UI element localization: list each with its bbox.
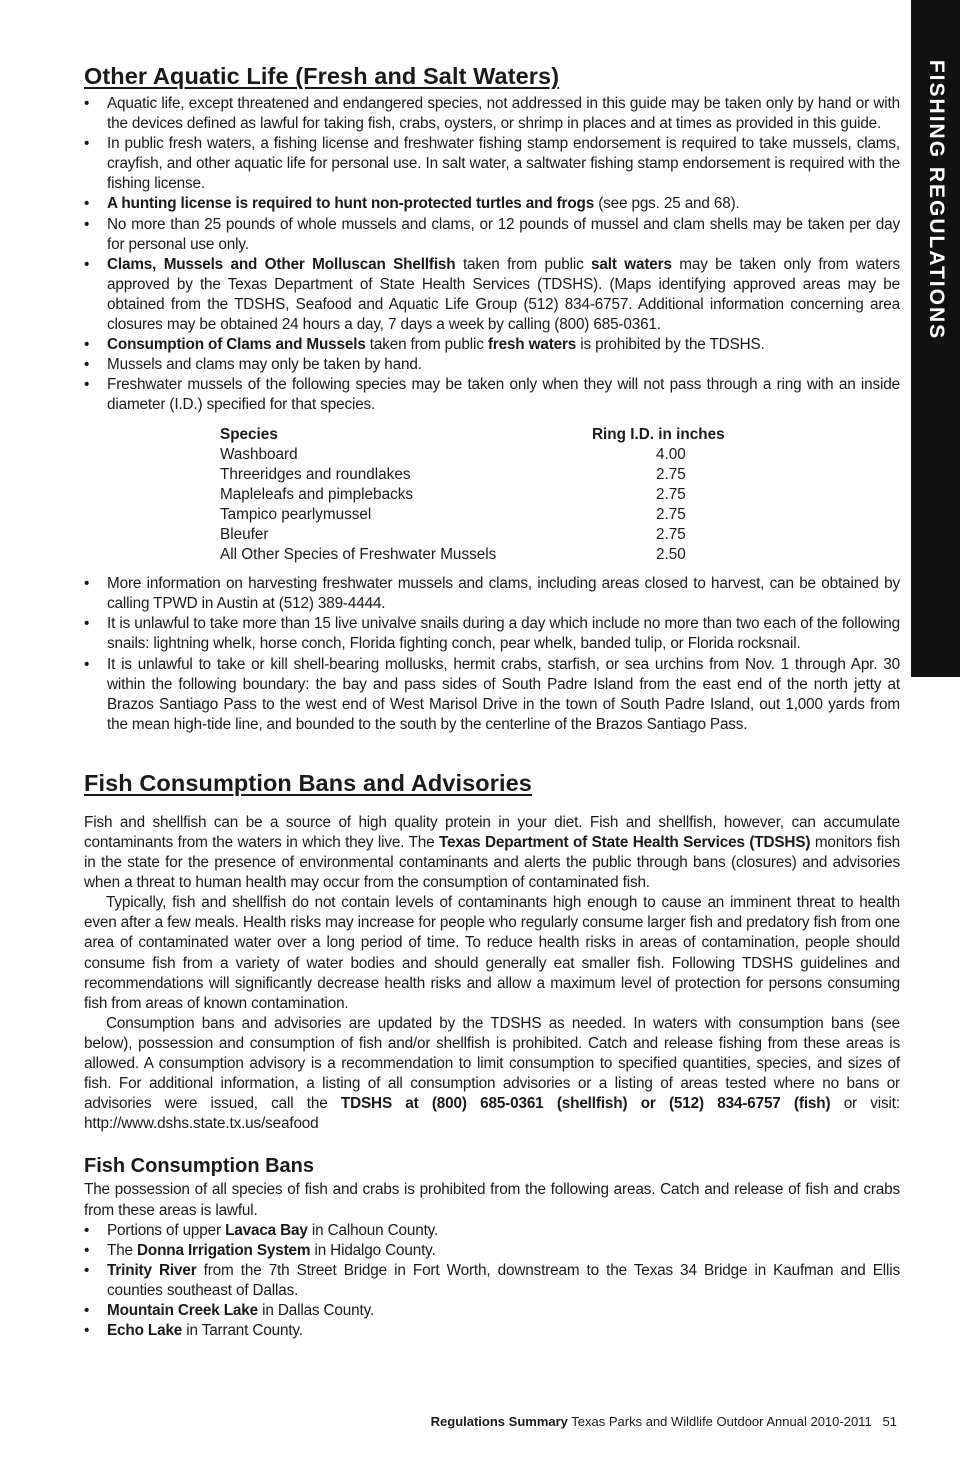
list-item: • Mountain Creek Lake in Dallas County. xyxy=(84,1301,900,1321)
table-row: All Other Species of Freshwater Mussels 2.50 xyxy=(220,546,686,564)
page-number: 51 xyxy=(882,1414,897,1429)
list-item: • Echo Lake in Tarrant County. xyxy=(84,1321,900,1341)
list-item: • A hunting license is required to hunt non-protected turtles and frogs (see pgs. 25 and 68). xyxy=(84,194,900,214)
footer-title: Regulations Summary xyxy=(430,1414,568,1429)
list-item: • It is unlawful to take or kill shell-bearing mollusks, hermit crabs, starfish, or sea urchins from Nov. 1 through Apr. 30 within the following boundary: the bay and pass sides of South Padre Island from the east end of the north jetty at Brazos Santiago Pass to the west end of West Marisol Drive in the town of South Padre Island, out 1,000 yards from the mean high-tide line, and bounded to the south by the centerline of the Brazos Santiago Pass. xyxy=(84,655,900,735)
ban-area-list xyxy=(84,1221,900,1342)
species-ring-table xyxy=(220,425,816,566)
table-row: Washboard 4.00 xyxy=(220,445,686,463)
list-item: • Clams, Mussels and Other Molluscan Shellfish taken from public salt waters may be taken only from waters approved by the Texas Department of State Health Services (TDSHS). (Maps identifying approved areas may be obtained from the TDSHS, Seafood and Aquatic Life Group (512) 834-6757. Additional information concerning area closures may be obtained 24 hours a day, 7 days a week by calling (800) 685-0361. xyxy=(84,255,900,335)
list-item: • In public fresh waters, a fishing license and freshwater fishing stamp endorsement is required to take mussels, clams, crayfish, and other aquatic life for personal use. In salt water, a saltwater fishing stamp endorsement is required with the fishing license. xyxy=(84,134,900,194)
list-item: • Consumption of Clams and Mussels taken from public fresh waters is prohibited by the TDSHS. xyxy=(84,335,900,355)
page-content xyxy=(84,58,900,1341)
list-item: • Mussels and clams may only be taken by hand. xyxy=(84,355,900,375)
section-title: Fish Consumption Bans and Advisories xyxy=(84,769,532,796)
list-item: • It is unlawful to take more than 15 live univalve snails during a day which include no more than two each of the following snails: lightning whelk, horse conch, Florida fighting conch, pear whelk, banded tulip, or Florida rocksnail. xyxy=(84,614,900,654)
list-item: • Freshwater mussels of the following species may be taken only when they will not pass through a ring with an inside diameter (I.D.) specified for that species. xyxy=(84,375,900,415)
section-fish-consumption-bans xyxy=(84,1152,900,1341)
section-fish-consumption-advisories xyxy=(84,765,900,1135)
list-item: • More information on harvesting freshwater mussels and clams, including areas closed to harvest, can be obtained by calling TPWD in Austin at (512) 389-4444. xyxy=(84,574,900,614)
list-item: • Trinity River from the 7th Street Bridge in Fort Worth, downstream to the Texas 34 Bridge in Kaufman and Ellis counties southeast of Dallas. xyxy=(84,1261,900,1301)
column-header: Species xyxy=(220,425,278,443)
bullet-list xyxy=(84,94,900,416)
column-header: Ring I.D. in inches xyxy=(592,425,725,443)
table-row: Tampico pearlymussel 2.75 xyxy=(220,505,686,523)
paragraph: Typically, fish and shellfish do not contain levels of contaminants high enough to cause an imminent threat to health even after a few meals. Health risks may increase for people who regularly consume larger fish and predatory fish from one area of contaminated water over a long period of time. To reduce health risks in areas of contamination, people should consume fish from a variety of water bodies and should generally eat smaller fish. Following TDSHS guidelines and recommendations will significantly decrease health risks and allow a maximum level of protection for persons consuming fish from areas of known contamination. xyxy=(84,894,900,1012)
section-other-aquatic-life xyxy=(84,58,900,735)
page-footer xyxy=(431,1414,897,1429)
list-item: • Aquatic life, except threatened and endangered species, not addressed in this guide may be taken only by hand or with the devices defined as lawful for taking fish, crabs, oysters, or shrimp in places and at times as provided in this guide. xyxy=(84,94,900,134)
table-row: Bleufer 2.75 xyxy=(220,525,686,543)
section-body xyxy=(84,813,900,1135)
list-item: • No more than 25 pounds of whole mussels and clams, or 12 pounds of mussel and clam shells may be taken per day for personal use only. xyxy=(84,215,900,255)
table-row: Threeridges and roundlakes 2.75 xyxy=(220,465,686,483)
side-tab-label: FISHING REGULATIONS xyxy=(925,59,948,341)
table-header-row xyxy=(220,425,816,445)
bullet-list xyxy=(84,574,900,735)
paragraph: The possession of all species of fish and crabs is prohibited from the following areas. Catch and release of fish and crabs from these areas is lawful. xyxy=(84,1181,900,1219)
table-row: Mapleleafs and pimplebacks 2.75 xyxy=(220,485,686,503)
paragraph: Consumption bans and advisories are updated by the TDSHS as needed. In waters with consumption bans (see below), possession and consumption of fish and/or shellfish is prohibited. Catch and release fishing from these areas is allowed. A consumption advisory is a recommendation to limit consumption to specified quantities, species, and sizes of fish. For additional information, a listing of all consumption advisories or a listing of areas tested where no bans or advisories were issued, call the TDSHS at (800) 685-0361 (shellfish) or (512) 834-6757 (fish) or visit: http://www.dshs.state.tx.us/seafood xyxy=(84,1014,900,1133)
subsection-title: Fish Consumption Bans xyxy=(84,1155,314,1178)
list-item: • Portions of upper Lavaca Bay in Calhoun County. xyxy=(84,1221,900,1241)
footer-publication: Texas Parks and Wildlife Outdoor Annual 2010-2011 xyxy=(571,1414,872,1429)
section-title: Other Aquatic Life (Fresh and Salt Waters) xyxy=(84,63,560,89)
list-item: • The Donna Irrigation System in Hidalgo County. xyxy=(84,1241,900,1261)
paragraph: Fish and shellfish can be a source of high quality protein in your diet. Fish and shellfish, however, can accumulate contaminants from the waters in which they live. The Texas Department of State Health Services (TDSHS) monitors fish in the state for the presence of environmental contaminants and alerts the public through bans (closures) and advisories when a threat to human health may occur from the consumption of contaminated fish. xyxy=(84,813,900,892)
